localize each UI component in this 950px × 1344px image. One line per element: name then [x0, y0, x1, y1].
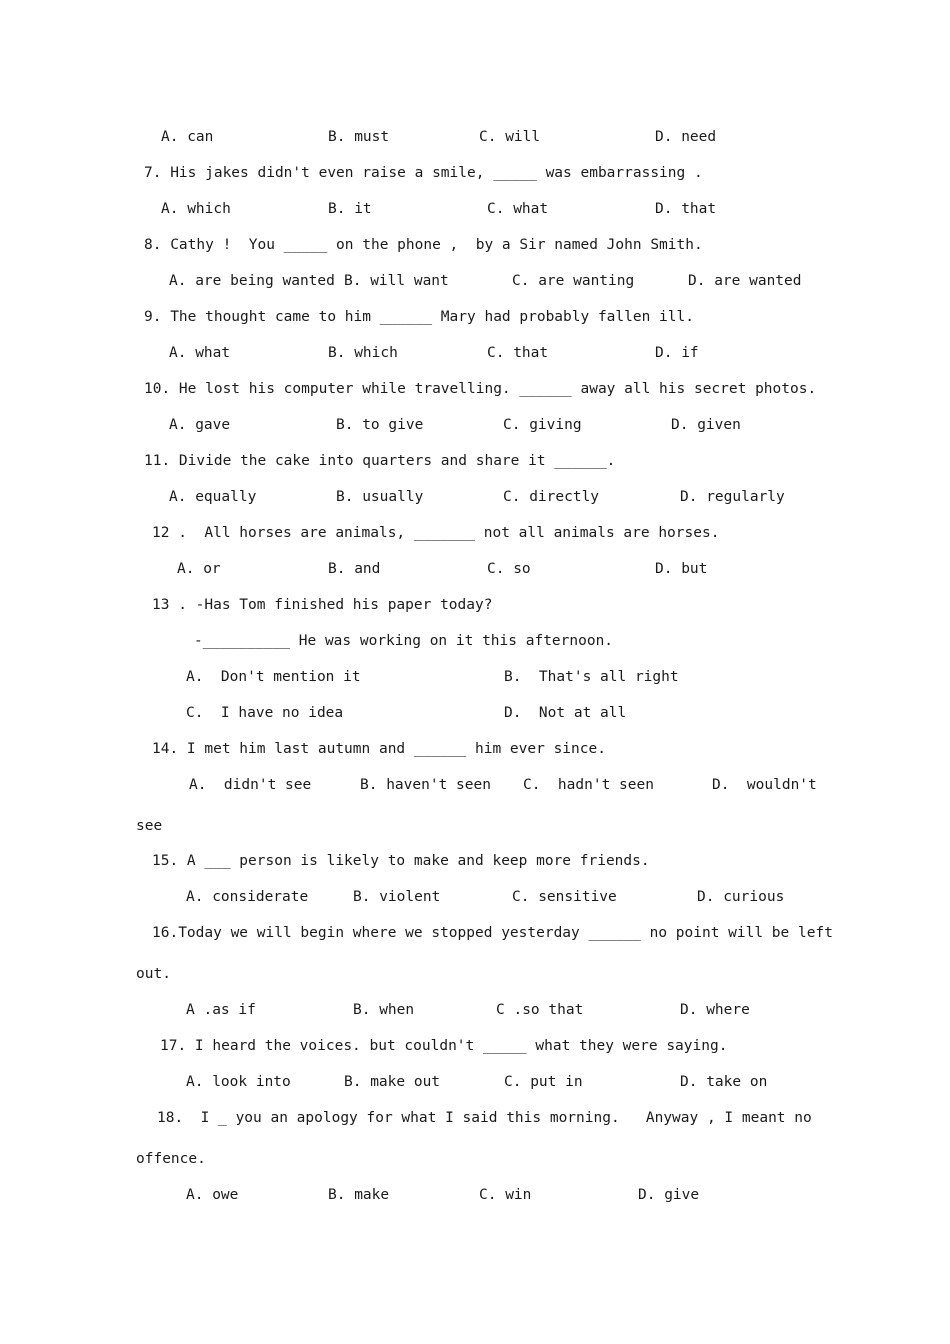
q10-option-d: D. given	[671, 417, 741, 433]
q13-stem: 13 . -Has Tom finished his paper today?	[152, 597, 493, 613]
q15-option-c: C. sensitive	[512, 889, 617, 905]
q6-option-a: A. can	[161, 129, 214, 145]
q7-option-a: A. which	[161, 201, 231, 217]
q13-option-d: D. Not at all	[504, 705, 627, 721]
q12-stem: 12 . All horses are animals, _______ not all animals are horses.	[152, 525, 720, 541]
q7-stem: 7. His jakes didn't even raise a smile, _____ was embarrassing .	[144, 165, 703, 181]
q17-stem: 17. I heard the voices. but couldn't _____ what they were saying.	[160, 1038, 728, 1054]
q13-reply: -__________ He was working on it this afternoon.	[194, 633, 614, 649]
q9-option-d: D. if	[655, 345, 699, 361]
q15-option-b: B. violent	[353, 889, 441, 905]
q9-option-a: A. what	[169, 345, 231, 361]
q10-option-b: B. to give	[336, 417, 424, 433]
q11-option-c: C. directly	[503, 489, 600, 505]
q8-option-d: D. are wanted	[688, 273, 802, 289]
q14-option-d: D. wouldn't	[712, 777, 817, 793]
q8-option-a: A. are being wanted	[169, 273, 335, 289]
q16-stem-continued: out.	[136, 966, 171, 982]
q10-stem: 10. He lost his computer while travelling. ______ away all his secret photos.	[144, 381, 817, 397]
q8-stem: 8. Cathy ! You _____ on the phone , by a Sir named John Smith.	[144, 237, 703, 253]
q12-option-a: A. or	[177, 561, 221, 577]
q14-option-c: C. hadn't seen	[523, 777, 654, 793]
q15-option-a: A. considerate	[186, 889, 309, 905]
q17-option-a: A. look into	[186, 1074, 291, 1090]
q13-option-c: C. I have no idea	[186, 705, 344, 721]
q11-stem: 11. Divide the cake into quarters and share it ______.	[144, 453, 616, 469]
q13-option-b: B. That's all right	[504, 669, 679, 685]
q18-option-a: A. owe	[186, 1187, 239, 1203]
q18-stem: 18. I _ you an apology for what I said this morning. Anyway , I meant no	[157, 1110, 812, 1126]
q18-option-c: C. win	[479, 1187, 532, 1203]
q9-option-c: C. that	[487, 345, 549, 361]
q18-option-d: D. give	[638, 1187, 700, 1203]
q9-stem: 9. The thought came to him ______ Mary had probably fallen ill.	[144, 309, 694, 325]
q7-option-c: C. what	[487, 201, 549, 217]
q10-option-c: C. giving	[503, 417, 582, 433]
q6-option-c: C. will	[479, 129, 541, 145]
q15-option-d: D. curious	[697, 889, 785, 905]
q16-option-b: B. when	[353, 1002, 415, 1018]
q18-stem-continued: offence.	[136, 1151, 206, 1167]
q6-option-b: B. must	[328, 129, 390, 145]
q17-option-c: C. put in	[504, 1074, 583, 1090]
q14-option-d-continued: see	[136, 818, 163, 834]
q11-option-b: B. usually	[336, 489, 424, 505]
q18-option-b: B. make	[328, 1187, 390, 1203]
q8-option-c: C. are wanting	[512, 273, 635, 289]
q10-option-a: A. gave	[169, 417, 231, 433]
q12-option-c: C. so	[487, 561, 531, 577]
q11-option-d: D. regularly	[680, 489, 785, 505]
q14-option-b: B. haven't seen	[360, 777, 491, 793]
q12-option-b: B. and	[328, 561, 381, 577]
q12-option-d: D. but	[655, 561, 708, 577]
q8-option-b: B. will want	[344, 273, 449, 289]
q14-option-a: A. didn't see	[189, 777, 312, 793]
q16-option-a: A .as if	[186, 1002, 256, 1018]
q17-option-d: D. take on	[680, 1074, 768, 1090]
q15-stem: 15. A ___ person is likely to make and keep more friends.	[152, 853, 650, 869]
q17-option-b: B. make out	[344, 1074, 441, 1090]
q16-option-d: D. where	[680, 1002, 750, 1018]
q11-option-a: A. equally	[169, 489, 257, 505]
q14-stem: 14. I met him last autumn and ______ him ever since.	[152, 741, 606, 757]
q7-option-b: B. it	[328, 201, 372, 217]
q9-option-b: B. which	[328, 345, 398, 361]
q6-option-d: D. need	[655, 129, 717, 145]
q16-option-c: C .so that	[496, 1002, 584, 1018]
q7-option-d: D. that	[655, 201, 717, 217]
q13-option-a: A. Don't mention it	[186, 669, 361, 685]
q16-stem: 16.Today we will begin where we stopped yesterday ______ no point will be left	[152, 925, 833, 941]
